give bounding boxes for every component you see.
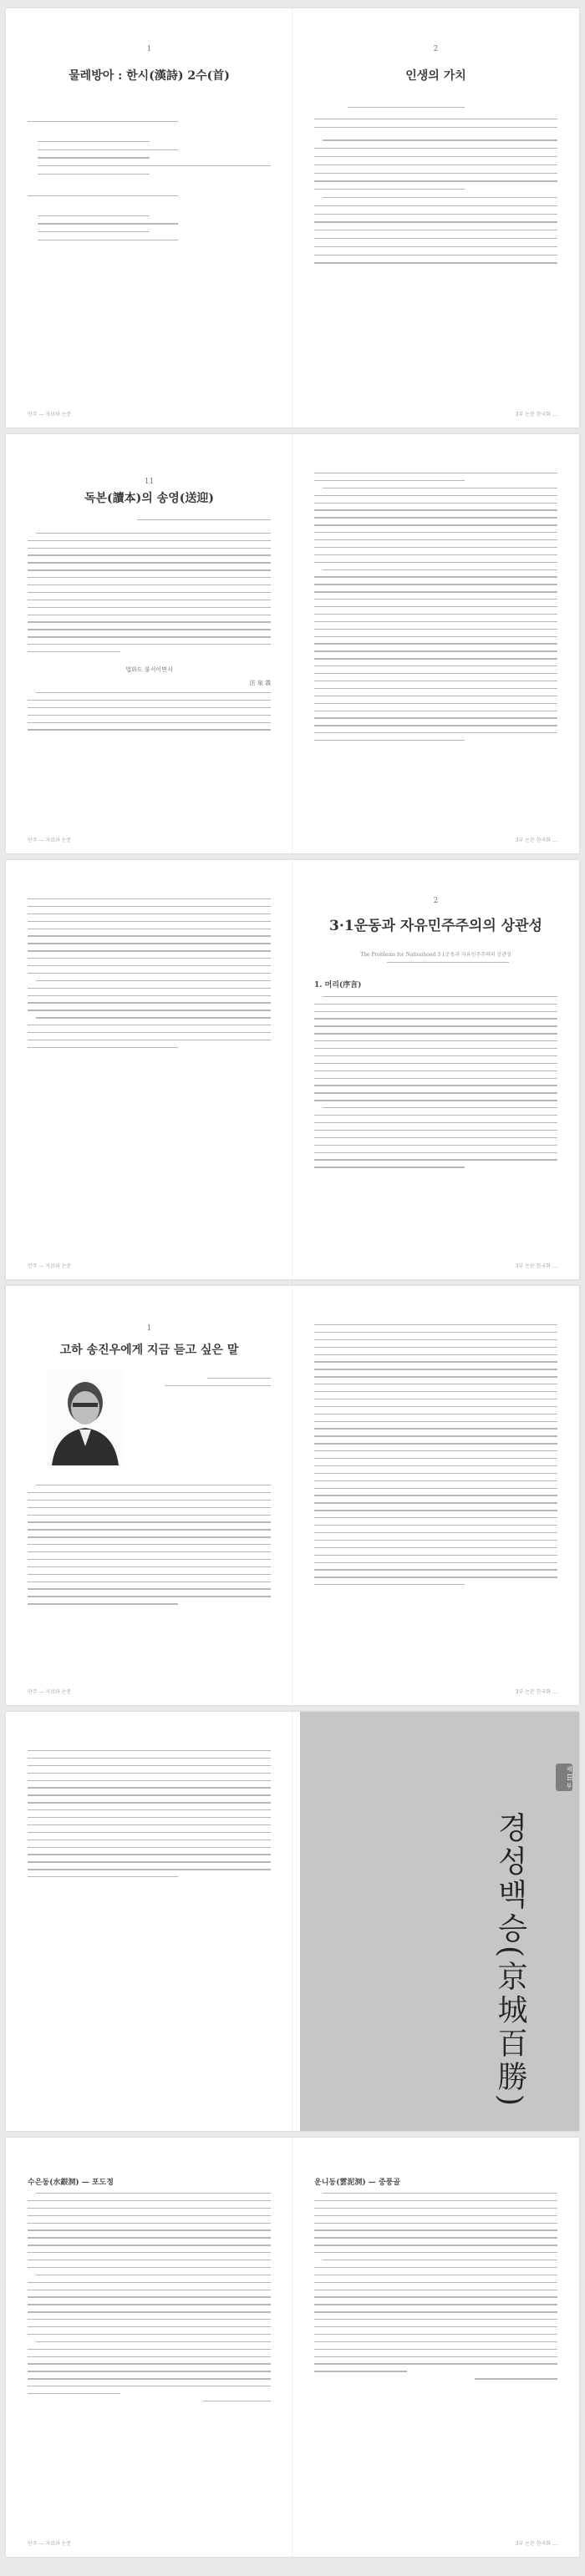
page-footer: 만주 — 자료와 논문 [28, 412, 72, 418]
page-footer: 3부 논문 한국화 … [515, 412, 557, 418]
body-text [314, 473, 557, 747]
page-number: 1 [146, 45, 152, 53]
spread-4 [6, 1286, 579, 1705]
page-left [6, 8, 292, 428]
subsection-heading: 법화도 불서이면서 [125, 666, 173, 673]
spread-1 [6, 8, 579, 428]
article-title: 인생의 가치 [405, 69, 466, 83]
spread-2 [6, 434, 579, 853]
article-title: 독본(讀本)의 송영(送迎) [84, 492, 214, 505]
page-footer: 3부 논문 한국화 … [515, 2541, 557, 2547]
page-footer: 만주 — 자료와 논문 [28, 838, 72, 843]
byline-name: 法 泉 義 [249, 679, 271, 686]
body-text [28, 898, 271, 1055]
article-title: 3·1운동과 자유민주주의의 상관성 [329, 918, 542, 934]
chapter-title-vertical: 경성백승(京城百勝) [493, 1812, 527, 2110]
page-left [6, 860, 292, 1279]
page-number: 11 [144, 478, 155, 486]
byline-lines [165, 1378, 271, 1393]
article-title: 운니동(雲泥洞) — 중풍골 [314, 2179, 400, 2187]
page-footer: 만주 — 자료와 논문 [28, 2541, 72, 2547]
page-footer: 만주 — 자료와 논문 [28, 1689, 72, 1695]
page-left [6, 434, 292, 853]
article-title: 수은동(水銀洞) — 포도정 [28, 2179, 114, 2187]
page-left [6, 1712, 292, 2131]
page-right [292, 2138, 579, 2557]
page-number: 2 [433, 45, 439, 53]
page-left [6, 2138, 292, 2557]
spread-3 [6, 860, 579, 1279]
chapter-tab: 제 III 부 [556, 1764, 572, 1791]
page-right [292, 434, 579, 853]
body-text [28, 519, 271, 736]
page-left [6, 1286, 292, 1705]
page-right [292, 1286, 579, 1705]
page-footer: 3부 논문 한국화 … [515, 838, 557, 843]
page-right [292, 860, 579, 1279]
body-text [28, 1750, 271, 1884]
spread-6 [6, 2138, 579, 2557]
body-text [28, 2193, 271, 2408]
page-footer: 3부 논문 한국화 … [515, 1263, 557, 1269]
section-heading: 1. 머리(序言) [314, 980, 362, 989]
body-text [28, 121, 271, 248]
page-number: 1 [146, 1324, 152, 1333]
body-text [314, 1324, 557, 1592]
author-portrait [48, 1369, 123, 1465]
body-text [314, 2193, 557, 2386]
page-footer: 3부 논문 한국화 … [515, 1689, 557, 1695]
spread-5 [6, 1712, 579, 2131]
body-text [28, 1485, 271, 1611]
page-footer: 만주 — 자료와 논문 [28, 1263, 72, 1269]
article-subtitle: The Problems for Nationhood 3·1운동과 자유민주주의의 상관성 [360, 952, 511, 958]
article-title: 물레방아 : 한시(漢詩) 2수(首) [69, 69, 230, 83]
body-text [314, 962, 557, 1174]
article-title: 고하 송진우에게 지금 듣고 싶은 말 [59, 1344, 239, 1357]
chapter-divider-page [300, 1712, 579, 2131]
page-right [292, 8, 579, 428]
body-text [314, 107, 557, 271]
page-number: 2 [433, 897, 439, 905]
